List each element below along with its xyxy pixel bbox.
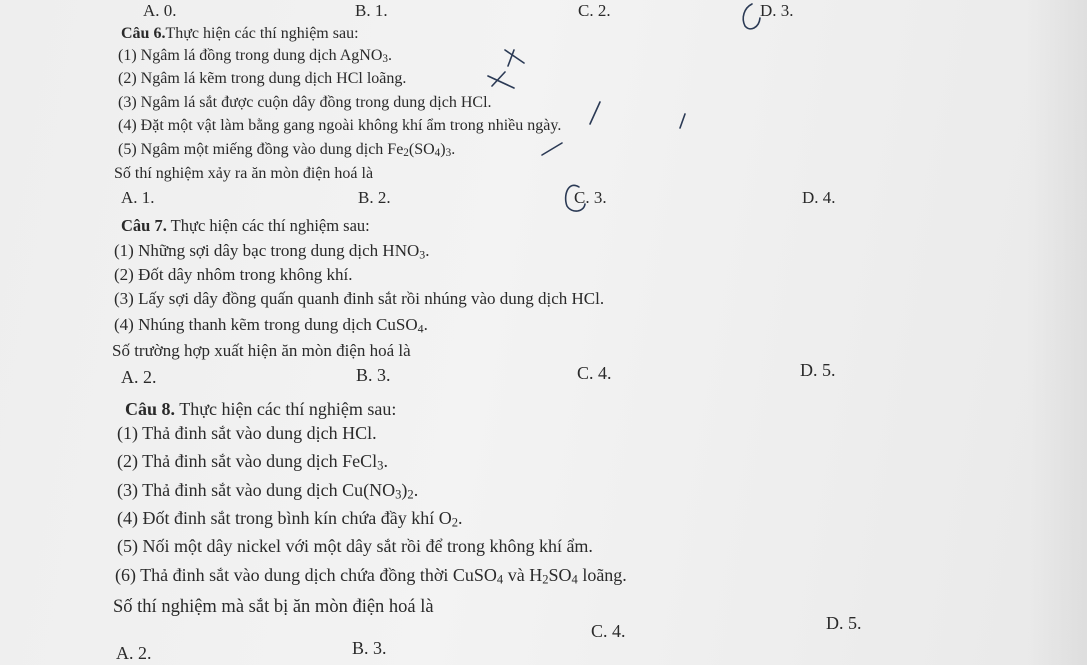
q8-option-c: C. 4. [591,621,626,641]
q8-item-6-text: (6) Thả đinh sắt vào dung dịch chứa đồng thời CuSO [115,565,497,585]
q6-item-2 [118,71,406,87]
q6-option-c: C. 3. [574,188,607,207]
q8-item-3 [117,480,419,502]
q8-item-2 [117,451,388,473]
subscript: 3 [445,147,452,160]
q6-item-4-text: (4) Đặt một vật làm bằng gang ngoài không khí ẩm trong nhiều ngày. [118,117,562,134]
subscript: 3 [382,53,388,66]
x-mark-item-1 [505,50,524,66]
q6-item-5-post: ) [440,141,446,158]
q6-option-b: B. 2. [358,188,391,207]
q6-item-1 [118,48,392,64]
subscript: 4 [571,572,578,587]
q8-title: Câu 8. [125,399,176,419]
prev-option-d: D. 3. [760,1,794,20]
q6-item-5-mid: (SO [408,141,435,158]
q7-item-4-text: (4) Nhúng thanh kẽm trong dung dịch CuSO [114,315,418,334]
subscript: 4 [434,147,441,160]
q7-item-1 [114,241,430,262]
q7-title-rest: Thực hiện các thí nghiệm sau: [170,216,370,235]
q7-item-4 [114,315,428,336]
q8-question: Số thí nghiệm mà sắt bị ăn mòn điện hoá là [113,597,434,617]
q7-title: Câu 7. [121,216,167,235]
q8-item-2-end: . [383,451,388,471]
q6-title-rest: Thực hiện các thí nghiệm sau: [165,25,359,42]
subscript: 4 [417,321,424,336]
q6-item-1-end: . [388,47,392,64]
q6-item-1-text: (1) Ngâm lá đồng trong dung dịch AgNO [118,47,383,64]
q8-item-3-text: (3) Thả đinh sắt vào dung dịch Cu(NO [117,480,396,500]
q8-item-4-end: . [458,508,463,528]
slash-mark-item-5 [542,143,562,155]
q8-item-4 [117,508,463,530]
subscript: 3 [419,247,426,262]
q8-item-4-text: (4) Đốt đinh sắt trong bình kín chứa đầy khí O [117,508,452,528]
prev-option-c: C. 2. [578,1,611,20]
q8-item-3-end: . [413,480,419,500]
q8-item-1 [117,424,377,442]
q8-item-5 [117,537,593,555]
q7-option-b: B. 3. [356,365,391,385]
page-edge-shadow [1027,0,1087,665]
q8-option-a: A. 2. [116,643,152,663]
q8-item-2-text: (2) Thả đinh sắt vào dung dịch FeCl [117,451,378,471]
q6-option-a: A. 1. [121,188,155,207]
q7-option-d: D. 5. [800,360,836,380]
q6-item-3-text: (3) Ngâm lá sắt được cuộn dây đồng trong dung dịch HCl. [118,94,492,111]
slash-mark-item-4 [680,114,685,128]
subscript: 2 [407,487,414,502]
subscript: 3 [377,458,384,473]
prev-option-b: B. 1. [355,1,388,20]
q7-item-1-end: . [425,241,430,260]
q6-heading [121,26,359,42]
q8-option-d: D. 5. [826,613,862,633]
q6-item-2-text: (2) Ngâm lá kẽm trong dung dịch HCl loãng. [118,70,407,87]
q7-item-4-end: . [423,315,428,334]
circle-d-top-mark [743,4,760,29]
q8-item-3-post: ) [401,480,408,500]
q6-question: Số thí nghiệm xảy ra ăn mòn điện hoá là [114,165,374,182]
q6-item-5 [118,142,455,158]
subscript: 2 [542,572,549,587]
subscript: 3 [395,487,402,502]
q7-heading [121,218,370,235]
slash-mark-item-3 [590,102,600,124]
subscript: 2 [403,147,409,160]
q8-item-6-end: loãng. [577,565,627,585]
q7-item-2 [114,266,352,283]
q7-option-a: A. 2. [121,367,157,387]
prev-option-a: A. 0. [143,1,177,20]
subscript: 4 [496,572,504,587]
q6-option-d: D. 4. [802,188,836,207]
q6-item-4 [118,118,561,134]
q7-question: Số trường hợp xuất hiện ăn mòn điện hoá là [112,341,411,360]
q8-title-rest: Thực hiện các thí nghiệm sau: [179,399,397,419]
q6-item-5-text: (5) Ngâm một miếng đồng vào dung dịch Fe [118,141,404,158]
q6-item-3 [118,95,492,111]
q7-item-3 [114,290,604,307]
q8-heading [125,400,396,418]
q7-item-2-text: (2) Đốt dây nhôm trong không khí. [114,265,353,284]
q8-item-6-post2: SO [548,565,572,585]
q6-item-5-end: . [451,141,456,158]
q8-option-b: B. 3. [352,638,387,658]
q8-item-6-post: và H [503,565,543,585]
q7-option-c: C. 4. [577,363,612,383]
x-mark-item-2 [488,72,514,88]
q8-item-6 [115,565,627,587]
q6-title: Câu 6. [121,25,166,42]
subscript: 2 [451,515,459,530]
q8-item-1-text: (1) Thả đinh sắt vào dung dịch HCl. [117,423,377,443]
q7-item-1-text: (1) Những sợi dây bạc trong dung dịch HNO [114,241,420,260]
q7-item-3-text: (3) Lấy sợi dây đồng quấn quanh đinh sắt rồi nhúng vào dung dịch HCl. [114,289,605,308]
q8-item-5-text: (5) Nối một dây nickel với một dây sắt rồi để trong không khí ẩm. [117,536,593,556]
